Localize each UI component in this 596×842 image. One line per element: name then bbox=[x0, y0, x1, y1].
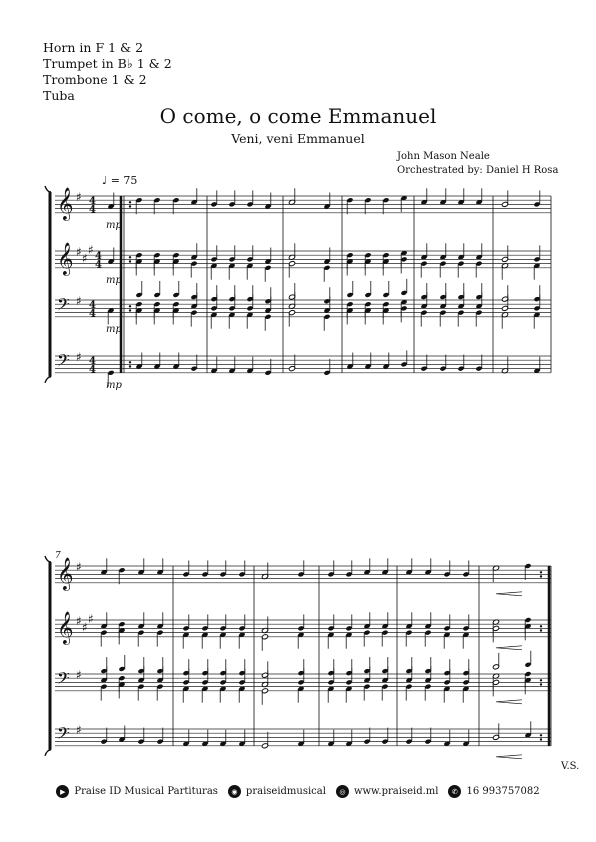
globe-icon: ◎ bbox=[336, 785, 349, 798]
footer-whatsapp-label: 16 993757082 bbox=[466, 786, 540, 797]
repeat-dot bbox=[540, 734, 542, 736]
repeat-dot bbox=[129, 309, 131, 311]
key-sharp: ♯ bbox=[88, 242, 94, 257]
measure-number: 7 bbox=[55, 551, 61, 561]
dynamic-mp-tuba: mp bbox=[106, 380, 122, 391]
whatsapp-icon: ✆ bbox=[448, 785, 461, 798]
page-title: O come, o come Emmanuel bbox=[159, 104, 437, 128]
key-sharp: ♯ bbox=[76, 294, 82, 308]
key-sharp: ♯ bbox=[82, 620, 88, 635]
footer-instagram-label: praiseidmusical bbox=[245, 786, 326, 797]
quarter-note-icon: ♩ bbox=[102, 174, 108, 187]
time-signature: 4 bbox=[95, 259, 102, 271]
arranger: Orchestrated by: Daniel H Rosa bbox=[397, 165, 559, 176]
key-sharp: ♯ bbox=[76, 190, 82, 204]
bass-clef: 𝄢 bbox=[57, 668, 70, 692]
lyricist: John Mason Neale bbox=[397, 151, 490, 162]
key-sharp: ♯ bbox=[76, 614, 82, 628]
dynamic-mp-horn: mp bbox=[106, 220, 122, 231]
dynamic-mp-trumpet: mp bbox=[106, 275, 122, 286]
footer bbox=[0, 785, 596, 798]
time-signature: 4 bbox=[89, 300, 96, 311]
staff-line-set bbox=[55, 356, 551, 373]
repeat-dot bbox=[129, 205, 131, 207]
key-sharp: ♯ bbox=[76, 350, 82, 364]
crescendo-hairpin bbox=[496, 755, 522, 759]
key-sharp: ♯ bbox=[88, 611, 94, 626]
page-subtitle: Veni, veni Emmanuel bbox=[231, 131, 365, 146]
youtube-icon: ▶ bbox=[56, 785, 69, 798]
dynamic-mp-trombone: mp bbox=[106, 324, 122, 335]
key-sharp: ♯ bbox=[76, 245, 82, 259]
instrument-trombone: Trombone 1 & 2 bbox=[43, 72, 147, 87]
instrument-tuba: Tuba bbox=[43, 88, 75, 103]
repeat-dot bbox=[540, 625, 542, 627]
treble-clef: 𝄞 bbox=[57, 242, 74, 275]
repeat-dot bbox=[540, 629, 542, 631]
repeat-dot bbox=[540, 738, 542, 740]
time-signature: 4 bbox=[89, 204, 96, 216]
footer-whatsapp[interactable] bbox=[448, 785, 539, 798]
instagram-icon: ◉ bbox=[228, 785, 241, 798]
repeat-dot bbox=[129, 256, 131, 258]
bass-clef: 𝄢 bbox=[57, 350, 70, 374]
time-signature: 4 bbox=[89, 364, 96, 376]
footer-youtube[interactable] bbox=[56, 785, 218, 798]
volti-subito: V.S. bbox=[561, 761, 580, 772]
repeat-dot bbox=[540, 679, 542, 681]
footer-website-label: www.praiseid.ml bbox=[353, 786, 439, 797]
crescendo-hairpin bbox=[496, 700, 522, 704]
repeat-dot bbox=[129, 260, 131, 262]
instrument-trumpet: Trumpet in B♭ 1 & 2 bbox=[43, 56, 172, 71]
tempo-value: = 75 bbox=[110, 174, 138, 187]
repeat-dot bbox=[129, 365, 131, 367]
crescendo-hairpin bbox=[496, 646, 522, 650]
repeat-dot bbox=[540, 575, 542, 577]
repeat-dot bbox=[129, 201, 131, 203]
bass-clef: 𝄢 bbox=[57, 723, 70, 747]
time-signature: 4 bbox=[95, 251, 102, 262]
repeat-dot bbox=[129, 305, 131, 307]
staff-line-set bbox=[55, 196, 551, 213]
time-signature: 4 bbox=[89, 308, 96, 320]
crescendo-hairpin bbox=[496, 592, 522, 596]
treble-clef: 𝄞 bbox=[57, 611, 74, 644]
instrument-horn: Horn in F 1 & 2 bbox=[43, 40, 144, 55]
treble-clef: 𝄞 bbox=[57, 187, 74, 220]
key-sharp: ♯ bbox=[76, 560, 82, 574]
repeat-dot bbox=[540, 571, 542, 573]
bass-clef: 𝄢 bbox=[57, 294, 70, 318]
footer-instagram[interactable] bbox=[228, 785, 326, 798]
footer-website[interactable] bbox=[336, 785, 439, 798]
key-sharp: ♯ bbox=[76, 668, 82, 682]
repeat-dot bbox=[540, 683, 542, 685]
treble-clef: 𝄞 bbox=[57, 557, 74, 590]
key-sharp: ♯ bbox=[76, 723, 82, 737]
time-signature: 4 bbox=[89, 196, 96, 207]
time-signature: 4 bbox=[89, 356, 96, 367]
repeat-dot bbox=[129, 361, 131, 363]
key-sharp: ♯ bbox=[82, 251, 88, 266]
footer-youtube-label: Praise ID Musical Partituras bbox=[74, 786, 218, 797]
